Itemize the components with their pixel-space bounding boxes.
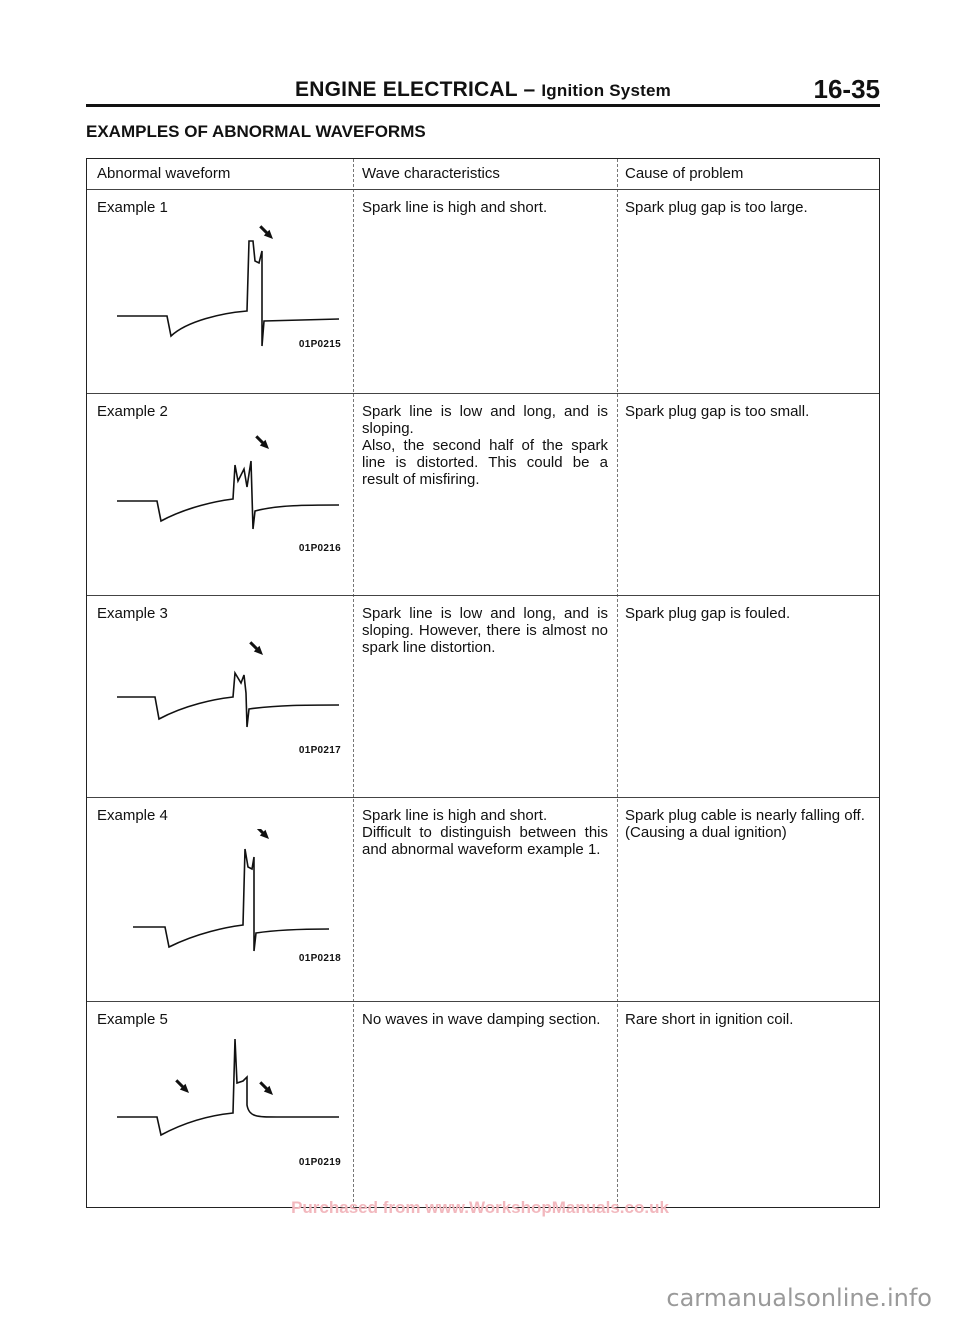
example-label: Example 5 <box>97 1011 168 1028</box>
watermark: carmanualsonline.info <box>666 1284 932 1312</box>
example-label: Example 4 <box>97 807 168 824</box>
cause-text <box>625 403 875 420</box>
cause-line: Spark plug gap is fouled. <box>625 605 791 622</box>
waveform-table <box>86 158 880 1208</box>
waveform-diagram <box>107 829 347 969</box>
column-header-cause: Cause of problem <box>625 165 744 182</box>
page-header <box>86 74 880 106</box>
cause-line: Spark plug gap is too large. <box>625 199 808 216</box>
example-label: Example 1 <box>97 199 168 216</box>
figure-code: 01P0216 <box>298 543 341 554</box>
cause-line: Spark plug cable is nearly falling off. <box>625 807 865 824</box>
cause-text <box>625 1011 875 1028</box>
column-header-characteristics: Wave characteristics <box>362 165 500 182</box>
row-divider <box>87 595 879 596</box>
row-divider <box>87 1001 879 1002</box>
header-title <box>86 78 880 102</box>
arrow-icon <box>173 1077 191 1095</box>
header-main-title: ENGINE ELECTRICAL <box>295 78 518 101</box>
example-label: Example 2 <box>97 403 168 420</box>
characteristics-line: Difficult to distinguish between this and abnormal waveform example 1. <box>362 824 608 858</box>
figure-code: 01P0215 <box>298 339 341 350</box>
characteristics-line: Spark line is high and short. <box>362 199 548 216</box>
row-divider <box>87 797 879 798</box>
waveform-diagram <box>107 1033 347 1173</box>
figure-code: 01P0219 <box>298 1157 341 1168</box>
characteristics-line: Also, the second half of the spark line is distorted. This could be a result of misfiring. <box>362 437 608 488</box>
section-title: EXAMPLES OF ABNORMAL WAVEFORMS <box>86 122 426 141</box>
example-label: Example 3 <box>97 605 168 622</box>
figure-code: 01P0218 <box>298 953 341 964</box>
header-subtitle: Ignition System <box>541 81 671 100</box>
cause-text <box>625 605 875 622</box>
figure-code: 01P0217 <box>298 745 341 756</box>
arrow-icon <box>257 223 275 241</box>
cause-text <box>625 199 875 216</box>
header-rule <box>86 104 880 107</box>
row-divider <box>87 393 879 394</box>
arrow-icon <box>247 639 265 657</box>
arrow-icon <box>253 829 271 842</box>
cause-line: (Causing a dual ignition) <box>625 824 787 841</box>
characteristics-text <box>362 605 608 656</box>
characteristics-text <box>362 403 608 488</box>
cause-text <box>625 807 875 841</box>
footer-text: Purchased from www.WorkshopManuals.co.uk <box>291 1198 669 1217</box>
arrow-icon <box>257 1079 275 1097</box>
characteristics-text <box>362 199 608 216</box>
waveform-figure-3 <box>107 627 347 767</box>
waveform-figure-5 <box>107 1033 347 1173</box>
column-divider <box>353 159 354 1207</box>
waveform-figure-2 <box>107 425 347 565</box>
cause-line: Spark plug gap is too small. <box>625 403 810 420</box>
characteristics-line: Spark line is low and long, and is sloping. <box>362 403 608 437</box>
characteristics-text <box>362 807 608 858</box>
characteristics-line: No waves in wave damping section. <box>362 1011 601 1028</box>
characteristics-text <box>362 1011 608 1028</box>
waveform-figure-1 <box>107 221 347 361</box>
header-dash: – <box>517 78 542 101</box>
characteristics-line: Spark line is high and short. <box>362 807 548 824</box>
column-divider <box>617 159 618 1207</box>
characteristics-line: Spark line is low and long, and is sloping. However, there is almost no spark line distortion. <box>362 605 608 656</box>
waveform-figure-4 <box>107 829 347 969</box>
cause-line: Rare short in ignition coil. <box>625 1011 794 1028</box>
header-divider <box>87 189 879 190</box>
arrow-icon <box>253 433 271 451</box>
page-number: 16-35 <box>813 74 880 104</box>
column-header-waveform: Abnormal waveform <box>97 165 231 182</box>
